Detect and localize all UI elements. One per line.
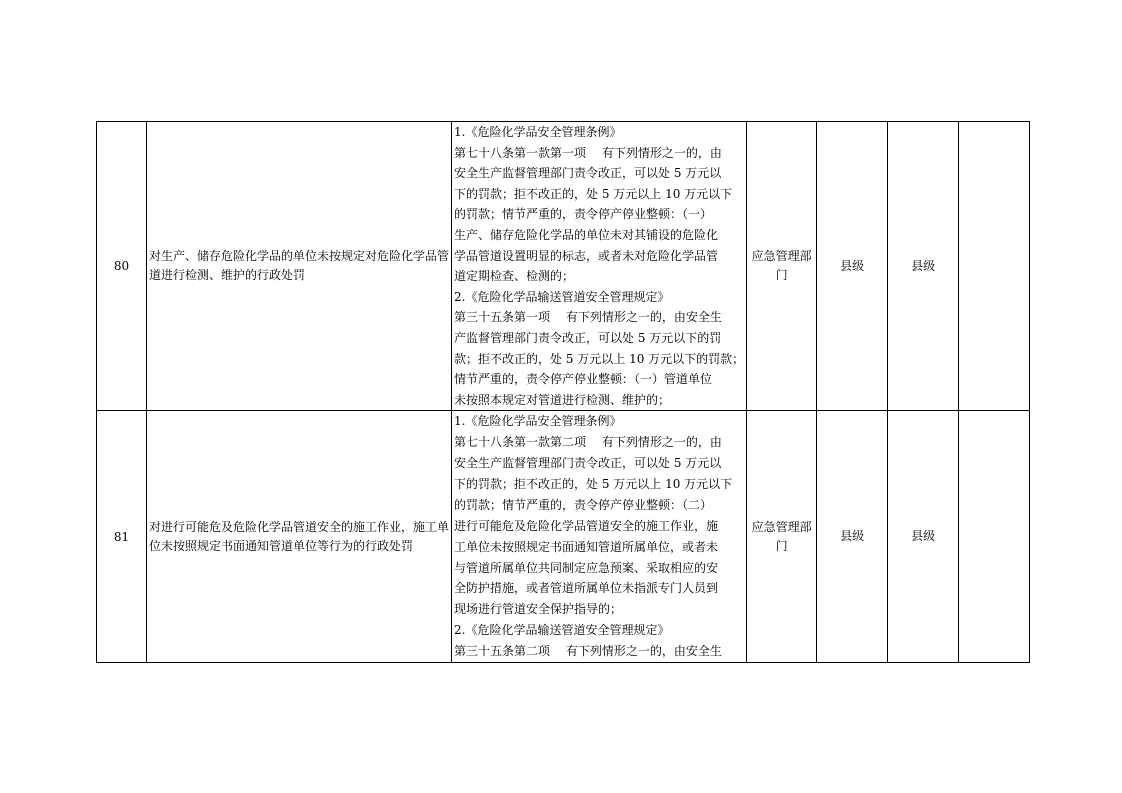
basis-line: 安全生产监督管理部门责令改正，可以处 5 万元以: [454, 166, 722, 181]
penalty-matter: 对进行可能危及危险化学品管道安全的施工作业，施工单位未按照规定书面通知管道单位等行为的行政处罚: [147, 411, 452, 663]
basis-line: 款；拒不改正的，处 5 万元以上 10 万元以下的罚款；: [454, 351, 745, 366]
basis-line: 与管道所属单位共同制定应急预案、采取相应的安: [454, 560, 719, 575]
penalty-table: [96, 121, 1030, 663]
department: 应急管理部门: [747, 411, 817, 663]
basis-line: 1.《危险化学品安全管理条例》: [454, 125, 622, 139]
remark: [959, 411, 1030, 663]
legal-basis: [452, 411, 747, 663]
basis-line: 学品管道设置明显的标志，或者未对危险化学品管: [454, 248, 719, 263]
basis-line: 1.《危险化学品安全管理条例》: [454, 414, 622, 429]
basis-line: 2.《危险化学品输送管道安全管理规定》: [454, 623, 670, 638]
table-row: [97, 122, 1030, 411]
level-a: 县级: [817, 122, 888, 411]
basis-line: 产监督管理部门责令改正，可以处 5 万元以下的罚: [454, 330, 722, 345]
basis-line: 安全生产监督管理部门责令改正，可以处 5 万元以: [454, 456, 722, 471]
remark: [959, 122, 1030, 411]
row-number: 81: [97, 411, 147, 663]
basis-line: 下的罚款；拒不改正的，处 5 万元以上 10 万元以下: [454, 476, 733, 491]
basis-line: 第三十五条第二项 有下列情形之一的，由安全生: [454, 644, 722, 659]
basis-line: 的罚款；情节严重的，责令停产停业整顿：（一）: [454, 207, 713, 222]
basis-line: 下的罚款；拒不改正的，处 5 万元以上 10 万元以下: [454, 186, 733, 201]
level-a: 县级: [817, 411, 888, 663]
basis-line: 2.《危险化学品输送管道安全管理规定》: [454, 289, 670, 304]
basis-line: 现场进行管道安全保护指导的；: [454, 602, 623, 617]
penalty-matter: 对生产、储存危险化学品的单位未按规定对危险化学品管道进行检测、维护的行政处罚: [147, 122, 452, 411]
basis-line: 道定期检查、检测的；: [454, 269, 575, 284]
basis-line: 第七十八条第一款第二项 有下列情形之一的，由: [454, 435, 722, 450]
department: 应急管理部门: [747, 122, 817, 411]
row-number: 80: [97, 122, 147, 411]
basis-line: 的罚款；情节严重的，责令停产停业整顿：（二）: [454, 497, 713, 512]
basis-line: 第七十八条第一款第一项 有下列情形之一的，由: [454, 145, 722, 160]
basis-line: 工单位未按照规定书面通知管道所属单位，或者未: [454, 539, 719, 554]
legal-basis: [452, 122, 747, 411]
level-b: 县级: [888, 122, 959, 411]
basis-line: 未按照本规定对管道进行检测、维护的；: [454, 392, 671, 407]
table-row: [97, 411, 1030, 663]
level-b: 县级: [888, 411, 959, 663]
basis-line: 进行可能危及危险化学品管道安全的施工作业，施: [454, 518, 719, 533]
basis-line: 情节严重的，责令停产停业整顿：（一）管道单位: [454, 372, 713, 387]
basis-line: 第三十五条第一项 有下列情形之一的，由安全生: [454, 310, 722, 325]
basis-line: 全防护措施，或者管道所属单位未指派专门人员到: [454, 581, 719, 596]
basis-line: 生产、储存危险化学品的单位未对其铺设的危险化: [454, 227, 719, 242]
